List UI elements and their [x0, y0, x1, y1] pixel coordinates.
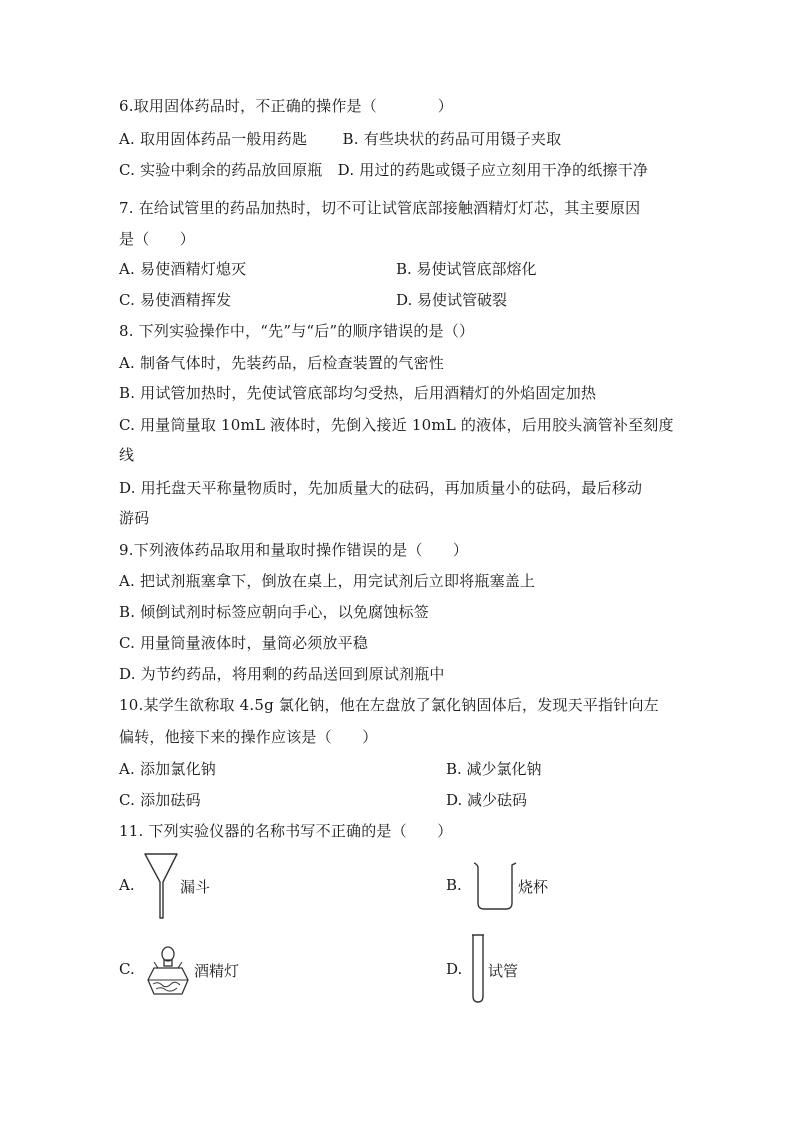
alcohol-lamp-icon: [144, 944, 194, 998]
q8-option-c-line2: 线: [119, 446, 135, 464]
q6-stem: 6.取用固体药品时，不正确的操作是（ ）: [119, 97, 453, 115]
q10-option-b: B. 减少氯化钠: [446, 760, 542, 778]
q11-stem: 11. 下列实验仪器的名称书写不正确的是（ ）: [119, 822, 453, 840]
q6-options-ab: A. 取用固体药品一般用药匙 B. 有些块状的药品可用镊子夹取: [119, 130, 562, 148]
q6-options-cd: C. 实验中剩余的药品放回原瓶 D. 用过的药匙或镊子应立刻用干净的纸擦干净: [119, 161, 649, 179]
q11-option-b-name: 烧杯: [518, 878, 549, 896]
q11-option-c-name: 酒精灯: [194, 962, 240, 980]
q8-option-b: B. 用试管加热时，先使试管底部均匀受热，后用酒精灯的外焰固定加热: [119, 384, 597, 402]
q10-option-c: C. 添加砝码: [119, 791, 201, 809]
q10-option-d: D. 减少砝码: [446, 791, 528, 809]
q9-stem: 9.下列液体药品取用和量取时操作错误的是（ ）: [119, 541, 469, 559]
q11-option-a-name: 漏斗: [180, 878, 211, 896]
q10-stem-line2: 偏转，他接下来的操作应该是（ ）: [119, 728, 378, 746]
q11-option-b-letter: B.: [446, 876, 462, 894]
q8-option-d-line2: 游码: [119, 509, 150, 527]
q11-option-d-name: 试管: [488, 962, 519, 980]
q9-option-d: D. 为节约药品，将用剩的药品送回到原试剂瓶中: [119, 665, 445, 683]
q8-option-d-line1: D. 用托盘天平称量物质时，先加质量大的砝码，再加质量小的砝码，最后移动: [119, 479, 643, 497]
q7-stem-line1: 7. 在给试管里的药品加热时，切不可让试管底部接触酒精灯灯芯，其主要原因: [119, 199, 641, 217]
q11-option-d-letter: D.: [446, 960, 463, 978]
test-tube-icon: [470, 933, 486, 1005]
q7-option-c: C. 易使酒精挥发: [119, 291, 232, 309]
q10-option-a: A. 添加氯化钠: [119, 760, 216, 778]
q7-option-a: A. 易使酒精灯熄灭: [119, 260, 247, 278]
q7-option-b: B. 易使试管底部熔化: [396, 260, 537, 278]
q11-option-c-letter: C.: [119, 960, 135, 978]
q9-option-a: A. 把试剂瓶塞拿下，倒放在桌上，用完试剂后立即将瓶塞盖上: [119, 572, 536, 590]
q8-option-c-line1: C. 用量筒量取 10mL 液体时，先倒入接近 10mL 的液体，后用胶头滴管补至刻度: [119, 416, 674, 434]
q7-option-d: D. 易使试管破裂: [396, 291, 508, 309]
q11-option-a-letter: A.: [119, 876, 135, 894]
q10-stem-line1: 10.某学生欲称取 4.5g 氯化钠，他在左盘放了氯化钠固体后，发现天平指针向左: [119, 696, 659, 714]
q8-stem: 8. 下列实验操作中，“先”与“后”的顺序错误的是（）: [119, 322, 475, 340]
q7-stem-line2: 是（ ）: [119, 230, 196, 248]
beaker-icon: [472, 861, 518, 911]
q9-option-b: B. 倾倒试剂时标签应朝向手心，以免腐蚀标签: [119, 603, 429, 621]
q8-option-a: A. 制备气体时，先装药品，后检查装置的气密性: [119, 354, 444, 372]
funnel-icon: [143, 852, 179, 920]
q9-option-c: C. 用量筒量液体时，量筒必须放平稳: [119, 634, 369, 652]
